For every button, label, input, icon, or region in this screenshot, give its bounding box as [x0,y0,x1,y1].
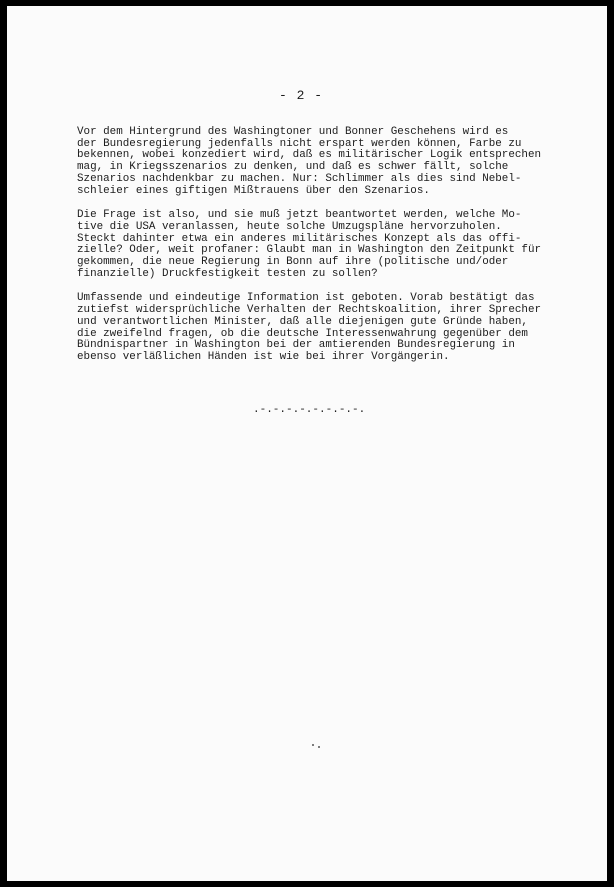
text-line: Umfassende und eindeutige Information ist geboten. Vorab bestätigt das [77,292,535,305]
section-separator: .-.-.-.-.-.-.-.-. [253,404,366,416]
text-line: die zweifelnd fragen, ob die deutsche Interessenwahrung gegenüber dem [77,327,528,340]
text-line: der Bundesregierung jedenfalls nicht erspart werden können, Farbe zu [77,137,522,150]
page-number: - 2 - [279,88,324,103]
scan-speck [312,744,314,746]
paragraph-2 [77,210,587,280]
text-line: gekommen, die neue Regierung in Bonn auf ihre (politische und/oder [77,256,509,269]
text-line: Szenarios nachdenkbar zu machen. Nur: Schlimmer als dies sind Nebel- [77,172,522,185]
text-line: Bündnispartner in Washington bei der amtierenden Bundesregierung in [77,339,515,352]
text-line: tive die USA veranlassen, heute solche Umzugspläne hervorzuholen. [77,220,502,233]
text-line: mag, in Kriegsszenarios zu denken, und daß es schwer fällt, solche [77,161,509,174]
text-line: und verantwortlichen Minister, daß alle diejenigen gute Gründe haben, [77,315,528,328]
text-line: finanzielle) Druckfestigkeit testen zu sollen? [77,267,378,280]
text-line: Vor dem Hintergrund des Washingtoner und Bonner Geschehens wird es [77,126,509,138]
text-line: zielle? Oder, weit profaner: Glaubt man in Washington den Zeitpunkt für [77,244,542,257]
text-line: zutiefst widersprüchliche Verhalten der Rechtskoalition, ihrer Sprecher [77,304,542,317]
paragraph-1 [77,127,587,197]
text-line: Steckt dahinter etwa ein anderes militärisches Konzept als das offi- [77,232,522,245]
paragraph-3 [77,293,587,363]
document-page [7,6,607,881]
text-line: Die Frage ist also, und sie muß jetzt beantwortet werden, welche Mo- [77,209,522,222]
text-line: ebenso verläßlichen Händen ist wie bei ihrer Vorgängerin. [77,350,450,363]
text-line: schleier eines giftigen Mißtrauens über den Szenarios. [77,184,430,197]
scan-speck [318,746,320,748]
text-line: bekennen, wobei konzediert wird, daß es militärischer Logik entsprechen [77,149,542,162]
body-text [77,127,587,377]
